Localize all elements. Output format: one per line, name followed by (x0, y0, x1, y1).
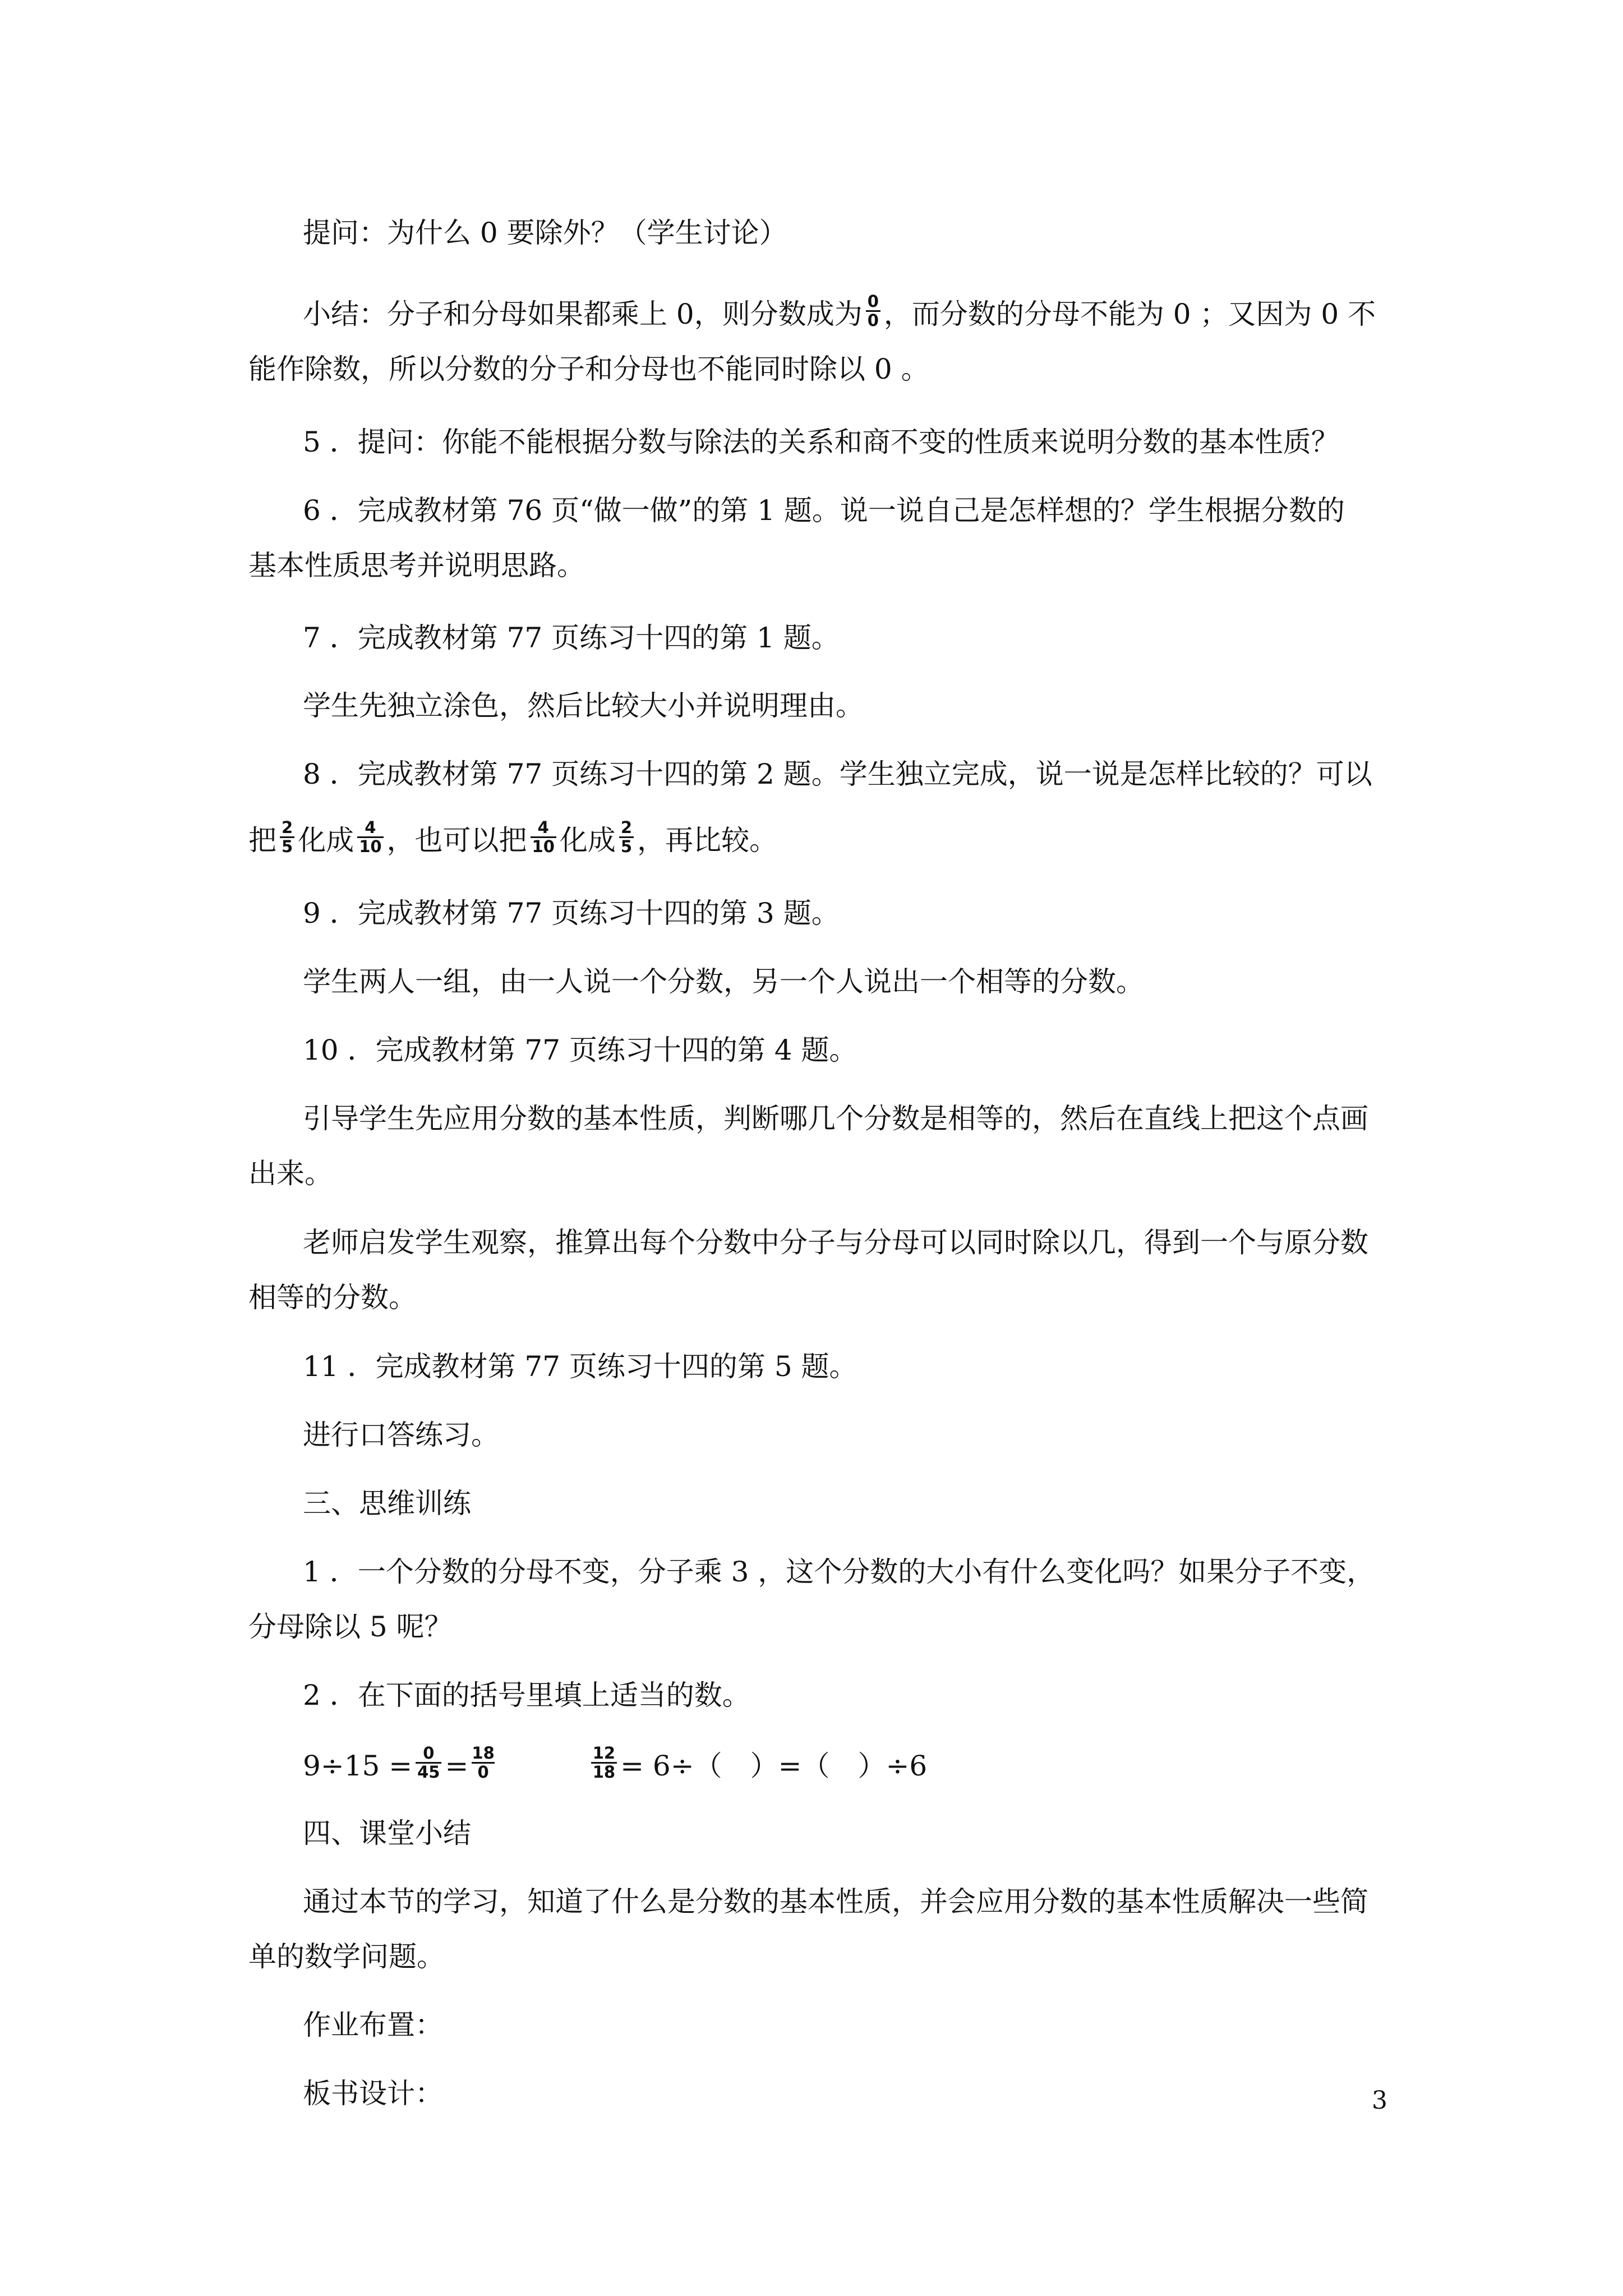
thinking-1-continuation: 分母除以 5 呢？ (248, 1611, 453, 1643)
section-3-heading: 三、思维训练 (303, 1487, 471, 1520)
item-8-text-e: ，再比较。 (637, 824, 778, 857)
fraction-2-over-5-second: $\frac{2}{5}$ (619, 819, 634, 855)
section-4-text: 通过本节的学习，知道了什么是分数的基本性质，并会应用分数的基本性质解决一些简 (303, 1885, 1368, 1918)
item-5: 5 ．提问：你能不能根据分数与除法的关系和商不变的性质来说明分数的基本性质？ (303, 426, 1339, 458)
summary-text-b: ，而分数的分母不能为 0 ；又因为 0 不 (883, 298, 1376, 330)
item-9-note: 学生两人一组，由一人说一个分数，另一个人说出一个相等的分数。 (303, 965, 1144, 998)
equation-2-text: = 6÷（ ）=（ ）÷6 (620, 1750, 928, 1782)
item-8-continuation (248, 817, 1387, 861)
item-6-continuation: 基本性质思考并说明思路。 (248, 549, 585, 582)
section-4-heading: 四、课堂小结 (303, 1817, 471, 1849)
item-8-text-c: ，也可以把 (386, 824, 527, 857)
homework-heading: 作业布置： (303, 2009, 443, 2041)
fraction-2-over-5: $\frac{2}{5}$ (280, 819, 294, 855)
fraction-18-over-0: $\frac{18}{0}$ (472, 1743, 495, 1782)
item-10-note-1-continuation: 出来。 (248, 1157, 333, 1190)
board-design-heading: 板书设计： (303, 2077, 443, 2110)
fraction-4-over-10-second: $\frac{4}{10}$ (531, 819, 556, 855)
item-9: 9 ．完成教材第 77 页练习十四的第 3 题。 (303, 897, 840, 930)
equation-line (303, 1743, 1387, 1787)
section-4-continuation: 单的数学问题。 (248, 1940, 445, 1973)
item-8-text-a: 把 (248, 824, 276, 857)
item-7: 7 ．完成教材第 77 页练习十四的第 1 题。 (303, 622, 840, 654)
fraction-12-over-18: $\frac{12}{18}$ (591, 1745, 617, 1781)
thinking-2: 2 ．在下面的括号里填上适当的数。 (303, 1679, 750, 1711)
fraction-0-over-45: $\frac{0}{45}$ (416, 1745, 441, 1781)
page-number: 3 (1372, 2086, 1387, 2115)
fraction-4-over-10: $\frac{4}{10}$ (357, 819, 383, 855)
summary-line (303, 291, 1387, 335)
item-11: 11 ．完成教材第 77 页练习十四的第 5 题。 (303, 1350, 857, 1383)
equation-1-text-b: = (445, 1750, 469, 1782)
equation-1-text-a: 9÷15 = (303, 1750, 413, 1782)
item-10: 10 ．完成教材第 77 页练习十四的第 4 题。 (303, 1034, 857, 1066)
item-7-note: 学生先独立涂色，然后比较大小并说明理由。 (303, 689, 864, 722)
fraction-0-over-0: $\frac{0}{0}$ (866, 293, 880, 329)
thinking-1: 1 ．一个分数的分母不变，分子乘 3 ，这个分数的大小有什么变化吗？如果分子不变， (303, 1556, 1375, 1588)
item-6: 6 ．完成教材第 76 页“做一做”的第 1 题。说一说自己是怎样想的？学生根据分数的 (303, 494, 1345, 527)
question-zero: 提问：为什么 0 要除外？（学生讨论） (303, 217, 787, 249)
item-10-note-2: 老师启发学生观察，推算出每个分数中分子与分母可以同时除以几，得到一个与原分数 (303, 1226, 1368, 1259)
item-10-note-1: 引导学生先应用分数的基本性质，判断哪几个分数是相等的，然后在直线上把这个点画 (303, 1102, 1368, 1135)
summary-continuation: 能作除数，所以分数的分子和分母也不能同时除以 0 。 (248, 353, 929, 385)
item-8: 8 ．完成教材第 77 页练习十四的第 2 题。学生独立完成，说一说是怎样比较的？可以 (303, 758, 1372, 790)
item-8-text-d: 化成 (559, 824, 616, 857)
item-10-note-2-continuation: 相等的分数。 (248, 1281, 417, 1314)
summary-text-a: 小结：分子和分母如果都乘上 0，则分数成为 (303, 298, 863, 330)
item-11-note: 进行口答练习。 (303, 1419, 499, 1451)
item-8-text-b: 化成 (298, 824, 354, 857)
